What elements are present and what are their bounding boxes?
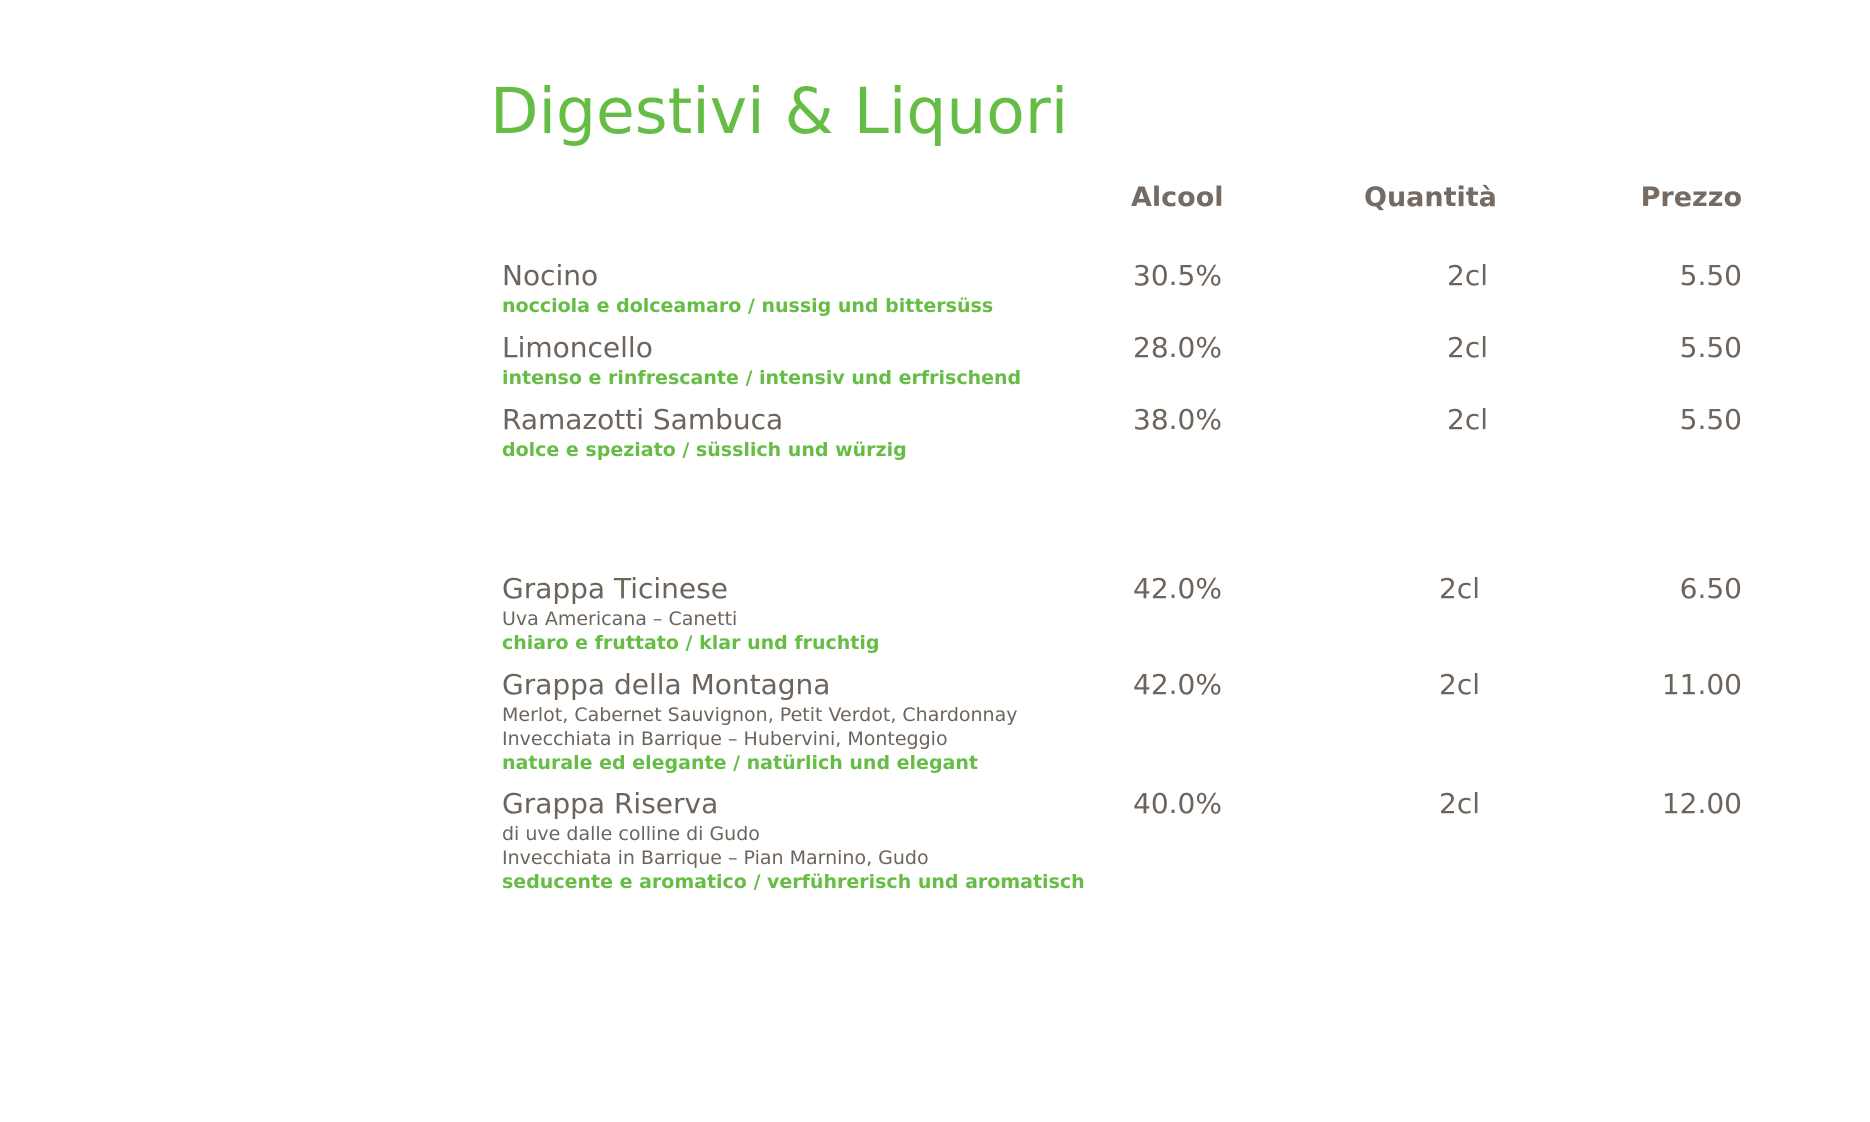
item-alcool: 42.0% (1133, 572, 1222, 605)
item-detail-line: Invecchiata in Barrique – Hubervini, Monteggio (502, 728, 948, 750)
column-header-alcool: Alcool (1131, 182, 1224, 213)
item-prezzo: 5.50 (1679, 403, 1742, 436)
item-detail-line: Uva Americana – Canetti (502, 608, 738, 630)
item-name: Nocino (502, 259, 599, 292)
item-quantita: 2cl (1447, 259, 1488, 292)
column-header-quantita: Quantità (1364, 182, 1497, 213)
item-name: Grappa della Montagna (502, 668, 831, 701)
item-tasting-note: chiaro e fruttato / klar und fruchtig (502, 632, 880, 654)
item-prezzo: 6.50 (1679, 572, 1742, 605)
item-detail-line: Invecchiata in Barrique – Pian Marnino, Gudo (502, 847, 929, 869)
item-alcool: 28.0% (1133, 331, 1222, 364)
item-name: Ramazotti Sambuca (502, 403, 784, 436)
item-detail-line: Merlot, Cabernet Sauvignon, Petit Verdot, Chardonnay (502, 704, 1018, 726)
item-tasting-note: seducente e aromatico / verführerisch und aromatisch (502, 871, 1085, 893)
item-quantita: 2cl (1447, 331, 1488, 364)
item-prezzo: 12.00 (1661, 787, 1742, 820)
item-name: Grappa Riserva (502, 787, 719, 820)
item-alcool: 40.0% (1133, 787, 1222, 820)
item-detail-line: di uve dalle colline di Gudo (502, 823, 760, 845)
item-tasting-note: naturale ed elegante / natürlich und elegant (502, 752, 978, 774)
item-quantita: 2cl (1439, 668, 1480, 701)
column-header-prezzo: Prezzo (1640, 182, 1742, 213)
item-name: Grappa Ticinese (502, 572, 728, 605)
item-prezzo: 11.00 (1661, 668, 1742, 701)
item-prezzo: 5.50 (1679, 331, 1742, 364)
item-quantita: 2cl (1439, 572, 1480, 605)
item-alcool: 30.5% (1133, 259, 1222, 292)
item-quantita: 2cl (1439, 787, 1480, 820)
item-quantita: 2cl (1447, 403, 1488, 436)
item-prezzo: 5.50 (1679, 259, 1742, 292)
item-alcool: 38.0% (1133, 403, 1222, 436)
item-tasting-note: intenso e rinfrescante / intensiv und erfrischend (502, 367, 1022, 389)
item-tasting-note: nocciola e dolceamaro / nussig und bittersüss (502, 295, 994, 317)
page-title: Digestivi & Liquori (490, 75, 1069, 148)
item-tasting-note: dolce e speziato / süsslich und würzig (502, 439, 907, 461)
item-alcool: 42.0% (1133, 668, 1222, 701)
item-name: Limoncello (502, 331, 653, 364)
